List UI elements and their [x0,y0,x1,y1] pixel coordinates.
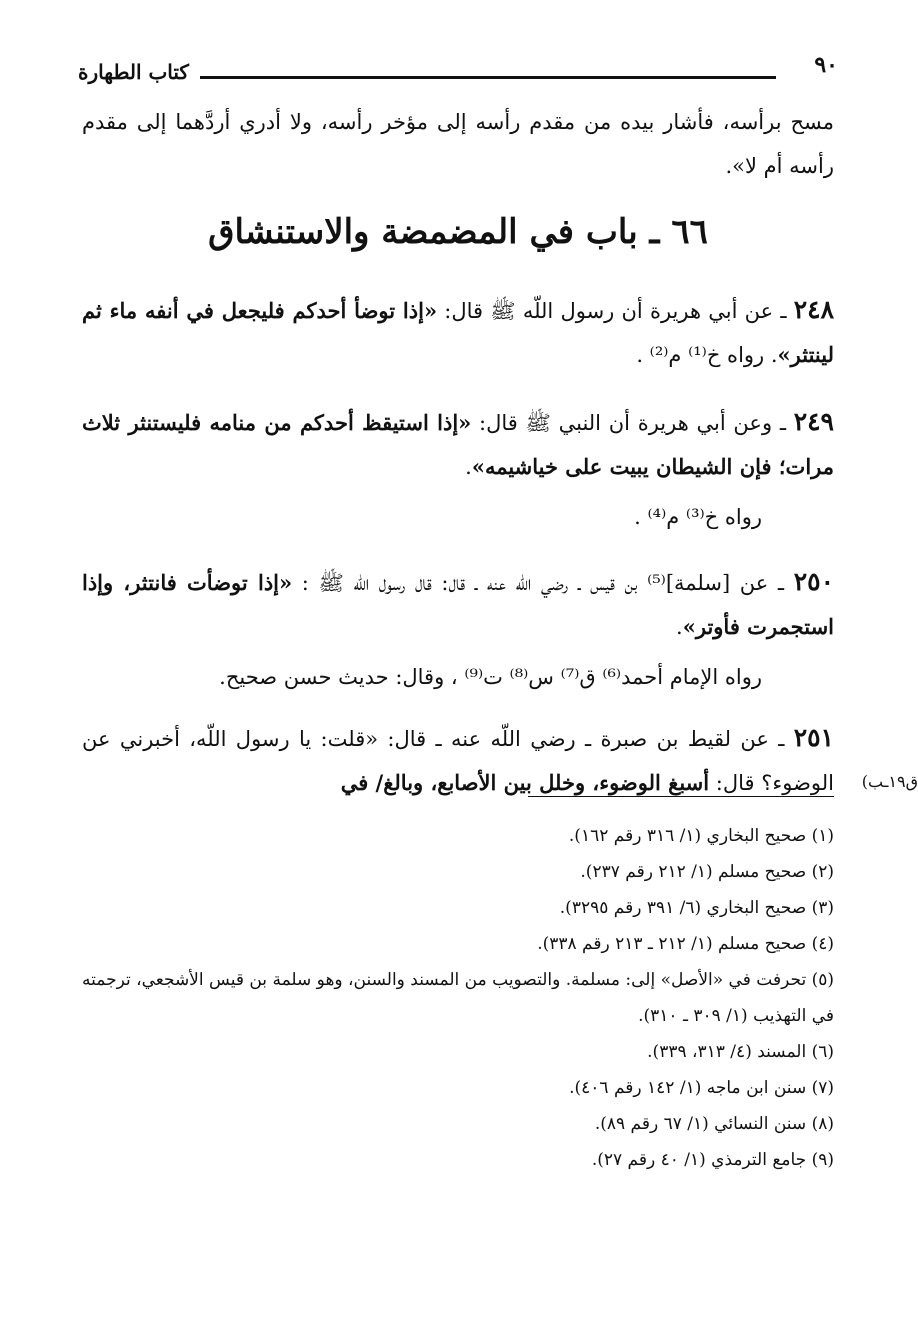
hadith-matn: «إذا توضأت فانتثر، وإذا استجمرت فأوتر» [82,570,834,639]
footnote-item: (٧) سنن ابن ماجه (١/ ١٤٢ رقم ٤٠٦). [569,1078,834,1098]
chapter-heading: ٦٦ ـ باب في المضمضة والاستنشاق [208,212,708,252]
hadith-matn: أسبغ الوضوء، وخلل بين الأصابع، وبالغ/ في [340,770,710,795]
manuscript-margin-note: ق١٩ـب) [861,772,918,791]
footnote-rule [528,796,834,797]
running-header [78,50,838,90]
footnotes-list [82,818,834,1178]
footnote-item: (٤) صحيح مسلم (١/ ٢١٢ ـ ٢١٣ رقم ٣٣٨). [537,934,834,954]
hadith-matn: «إذا توضأ أحدكم فليجعل في أنفه ماء ثم لينتثر» [82,298,834,367]
hadith-number: ٢٥١ [793,723,834,752]
hadith-number: ٢٥٠ [793,567,835,596]
hadith-end: . [465,455,472,479]
footnote-item: (٥) تحرفت في «الأصل» إلى: مسلمة. والتصويب من المسند والسنن، وهو سلمة بن قيس الأشجعي، ترجمته في التهذيب (١/ ٣٠٩ ـ ٣١٠). [82,970,835,1026]
hadith-number: ٢٤٨ [793,295,835,324]
hadith-matn: «إذا استيقظ أحدكم من منامه فليستنثر ثلاث مرات؛ فإن الشيطان يبيت على خياشيمه» [82,410,834,479]
footnote-item: (١) صحيح البخاري (١/ ٣١٦ رقم ١٦٢). [568,826,834,846]
hadith-intro: ـ وعن أبي هريرة أن النبي ﷺ قال: [471,411,794,435]
page-number: ٩٠ [814,52,838,78]
footnote-item: (٩) جامع الترمذي (١/ ٤٠ رقم ٢٧). [591,1150,834,1170]
hadith-250-reference: رواه الإمام أحمد⁽⁶⁾ ق⁽⁷⁾ س⁽⁸⁾ ت⁽⁹⁾ ، وقال: حديث حسن صحيح. [219,665,762,689]
hadith-end: . [676,615,683,639]
header-rule [200,76,776,79]
hadith-250 [82,560,834,649]
hadith-intro: ـ عن أبي هريرة أن رسول اللّه ﷺ قال: [437,299,794,323]
footnote-item: (٣) صحيح البخاري (٦/ ٣٩١ رقم ٣٢٩٥). [559,898,834,918]
hadith-249 [82,400,834,489]
footnote-item: (٢) صحيح مسلم (١/ ٢١٢ رقم ٢٣٧). [580,862,834,882]
footnote-item: (٨) سنن النسائي (١/ ٦٧ رقم ٨٩). [594,1114,834,1134]
intro-paragraph: مسح برأسه، فأشار بيده من مقدم رأسه إلى مؤخر رأسه، ولا أدري أردَّهما إلى مقدم رأسه أم لا». [82,110,834,178]
footnote-item: (٦) المسند (٤/ ٣١٣، ٣٣٩). [647,1042,834,1062]
hadith-248 [82,288,834,377]
hadith-intro: ـ عن لقيط بن صبرة ـ رضي اللّه عنه ـ قال: «قلت: يا رسول اللّه، أخبرني عن الوضوء؟ قال: [82,727,834,795]
hadith-249-reference: رواه خ⁽³⁾ م⁽⁴⁾ . [634,505,762,529]
hadith-reference: . رواه خ⁽¹⁾ م⁽²⁾ . [636,343,778,367]
book-title: كتاب الطهارة [78,60,189,84]
hadith-251 [82,716,834,805]
hadith-number: ٢٤٩ [793,407,834,436]
hadith-intro: ـ عن [سلمة]⁽⁵⁾ بن قيس ـ رضي اللّه عنه ـ قال: قال رسول اللّه ﷺ : [292,571,794,595]
